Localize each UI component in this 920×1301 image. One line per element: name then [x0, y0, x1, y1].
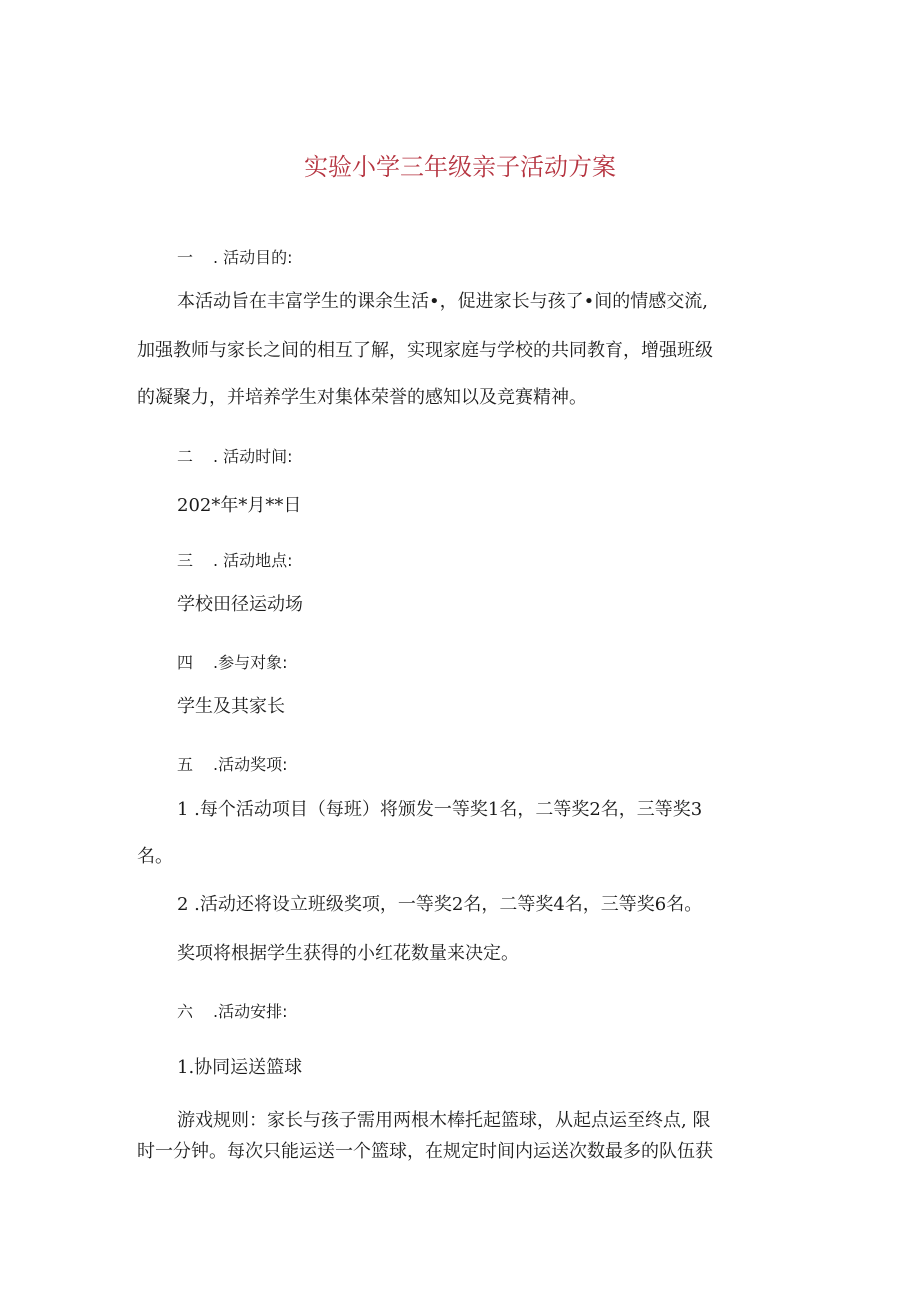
section-heading-awards: [177, 754, 287, 776]
section-label: .参与对象:: [213, 653, 288, 672]
section-number: 五: [177, 755, 194, 774]
place-value: 学校田径运动场: [177, 594, 303, 615]
section-label: . 活动目的:: [213, 248, 293, 267]
section-label: .活动奖项:: [213, 755, 288, 774]
section-number: 四: [177, 653, 194, 672]
section-label: . 活动时间:: [213, 447, 293, 466]
paragraph-line: 的凝聚力，并培养学生对集体荣誉的感知以及竞赛精神。: [137, 387, 587, 408]
awards-note: 奖项将根据学生获得的小红花数量来决定。: [177, 943, 519, 964]
schedule-item-title: 1.协同运送篮球: [177, 1057, 303, 1078]
time-value: 202*年*月**日: [177, 495, 302, 516]
awards-item-2: 2 .活动还将设立班级奖项，一等奖2名，二等奖4名，三等奖6名。: [177, 894, 703, 915]
section-heading-place: [177, 550, 293, 572]
section-number: 二: [177, 447, 194, 466]
awards-item-1: 1 .每个活动项目（每班）将颁发一等奖1名，二等奖2名，三等奖3: [177, 799, 703, 820]
section-number: 六: [177, 1002, 194, 1021]
section-heading-purpose: [177, 247, 293, 269]
section-heading-time: [177, 446, 293, 468]
section-heading-participants: [177, 652, 287, 674]
section-label: .活动安排:: [213, 1002, 288, 1021]
rule-line: 时一分钟。每次只能运送一个篮球，在规定时间内运送次数最多的队伍获: [137, 1141, 713, 1162]
section-heading-schedule: [177, 1001, 287, 1023]
awards-item-1-continued: 名。: [137, 846, 173, 867]
section-number: 一: [177, 248, 194, 267]
document-title: 实验小学三年级亲子活动方案: [304, 153, 616, 181]
paragraph-line: 加强教师与家长之间的相互了解，实现家庭与学校的共同教育，增强班级: [137, 340, 713, 361]
rule-line: 游戏规则：家长与孩子需用两根木棒托起篮球，从起点运至终点, 限: [177, 1110, 711, 1131]
participants-value: 学生及其家长: [177, 696, 285, 717]
paragraph-line: 本活动旨在丰富学生的课余生活•，促进家长与孩了•间的情感交流,: [177, 291, 708, 312]
section-number: 三: [177, 551, 194, 570]
section-label: . 活动地点:: [213, 551, 293, 570]
